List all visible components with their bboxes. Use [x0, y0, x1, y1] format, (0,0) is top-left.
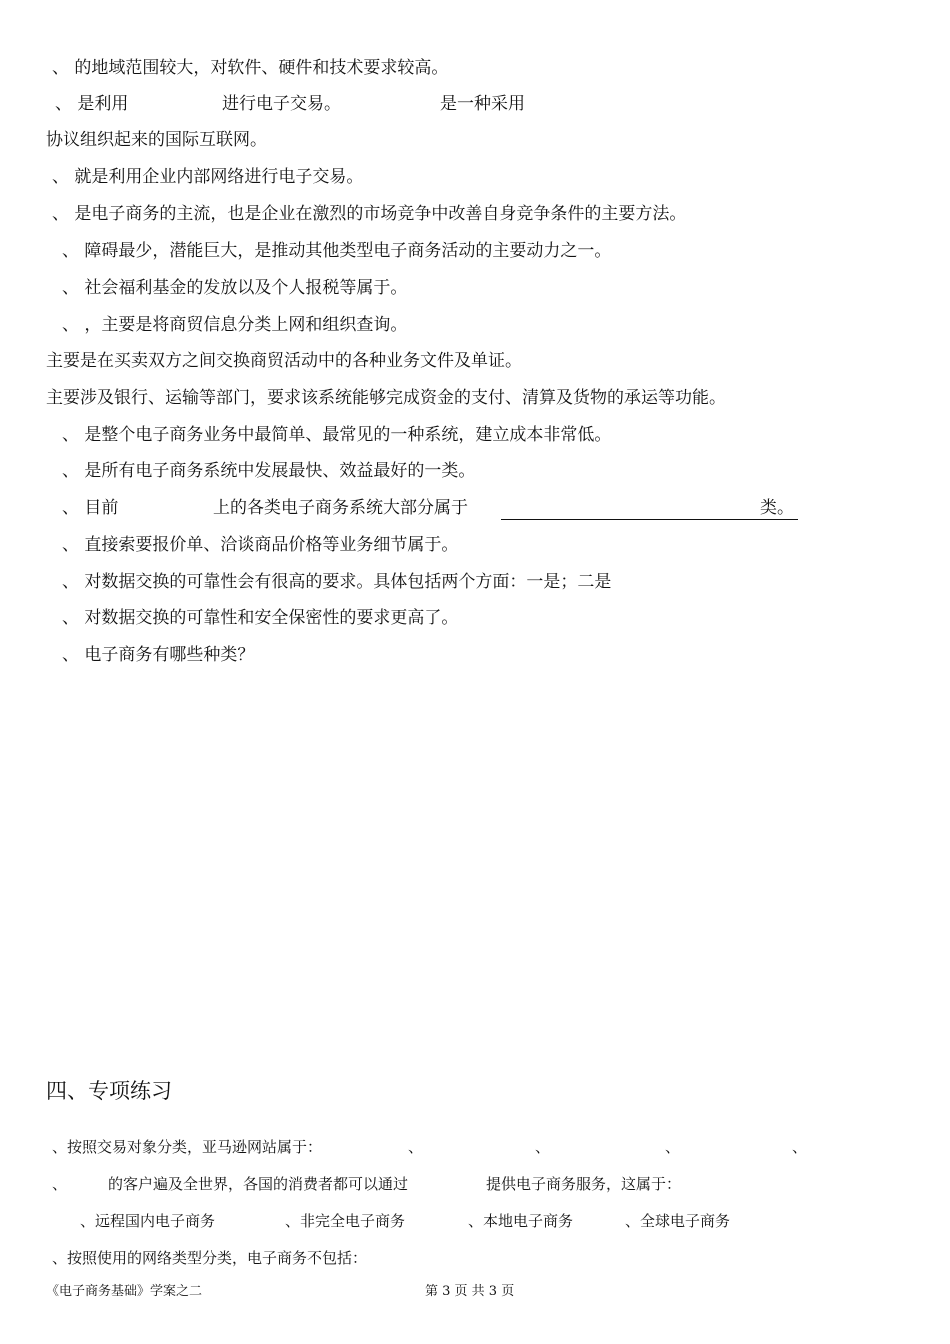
line-17: 、 电子商务有哪些种类？ [62, 645, 255, 665]
line-11: 、 是整个电子商务业务中最简单、最常见的一种系统，建立成本非常低。 [62, 425, 612, 445]
line-16: 、 对数据交换的可靠性和安全保密性的要求更高了。 [62, 608, 459, 628]
line-3: 协议组织起来的国际互联网。 [46, 130, 267, 150]
line-13a: 、 目前 [62, 498, 119, 518]
q1-sep-3: 、 [665, 1138, 681, 1156]
answer-blank [501, 499, 798, 520]
line-9: 主要是在买卖双方之间交换商贸活动中的各种业务文件及单证。 [46, 351, 522, 371]
practice-q1: 、按照交易对象分类，亚马逊网站属于： [52, 1138, 323, 1156]
footer-page: 第 3 页 共 3 页 [425, 1284, 515, 1299]
line-2c: 是一种采用 [440, 94, 525, 114]
line-2b: 进行电子交易。 [222, 94, 341, 114]
line-5: 、 是电子商务的主流，也是企业在激烈的市场竞争中改善自身竞争条件的主要方法。 [52, 204, 687, 224]
line-15: 、 对数据交换的可靠性会有很高的要求。具体包括两个方面：一是；二是 [62, 572, 612, 592]
line-14: 、 直接索要报价单、洽谈商品价格等业务细节属于。 [62, 535, 459, 555]
practice-q2a: 、 [52, 1175, 68, 1193]
option-4: 、全球电子商务 [625, 1212, 731, 1230]
option-3: 、本地电子商务 [468, 1212, 574, 1230]
line-10: 主要涉及银行、运输等部门，要求该系统能够完成资金的支付、清算及货物的承运等功能。 [46, 388, 726, 408]
line-12: 、 是所有电子商务系统中发展最快、效益最好的一类。 [62, 461, 476, 481]
line-13b: 上的各类电子商务系统大部分属于 [213, 498, 468, 518]
line-6: 、 障碍最少，潜能巨大，是推动其他类型电子商务活动的主要动力之一。 [62, 241, 612, 261]
line-7: 、 社会福利基金的发放以及个人报税等属于。 [62, 278, 408, 298]
practice-q2b: 的客户遍及全世界，各国的消费者都可以通过 [108, 1175, 409, 1193]
line-13c: 类。 [760, 498, 794, 518]
line-1: 、 的地域范围较大，对软件、硬件和技术要求较高。 [52, 58, 449, 78]
line-4: 、 就是利用企业内部网络进行电子交易。 [52, 167, 364, 187]
line-2a: 、 是利用 [55, 94, 129, 114]
option-1: 、远程国内电子商务 [80, 1212, 216, 1230]
practice-q3: 、按照使用的网络类型分类，电子商务不包括： [52, 1249, 368, 1267]
line-8: 、 ，主要是将商贸信息分类上网和组织查询。 [62, 315, 408, 335]
option-2: 、非完全电子商务 [285, 1212, 406, 1230]
q1-sep-2: 、 [535, 1138, 551, 1156]
q1-sep-1: 、 [408, 1138, 424, 1156]
footer-left: 《电子商务基础》学案之二 [46, 1284, 203, 1299]
q1-sep-4: 、 [792, 1138, 808, 1156]
practice-q2c: 提供电子商务服务，这属于： [486, 1175, 682, 1193]
section-heading: 四、专项练习 [46, 1079, 172, 1103]
